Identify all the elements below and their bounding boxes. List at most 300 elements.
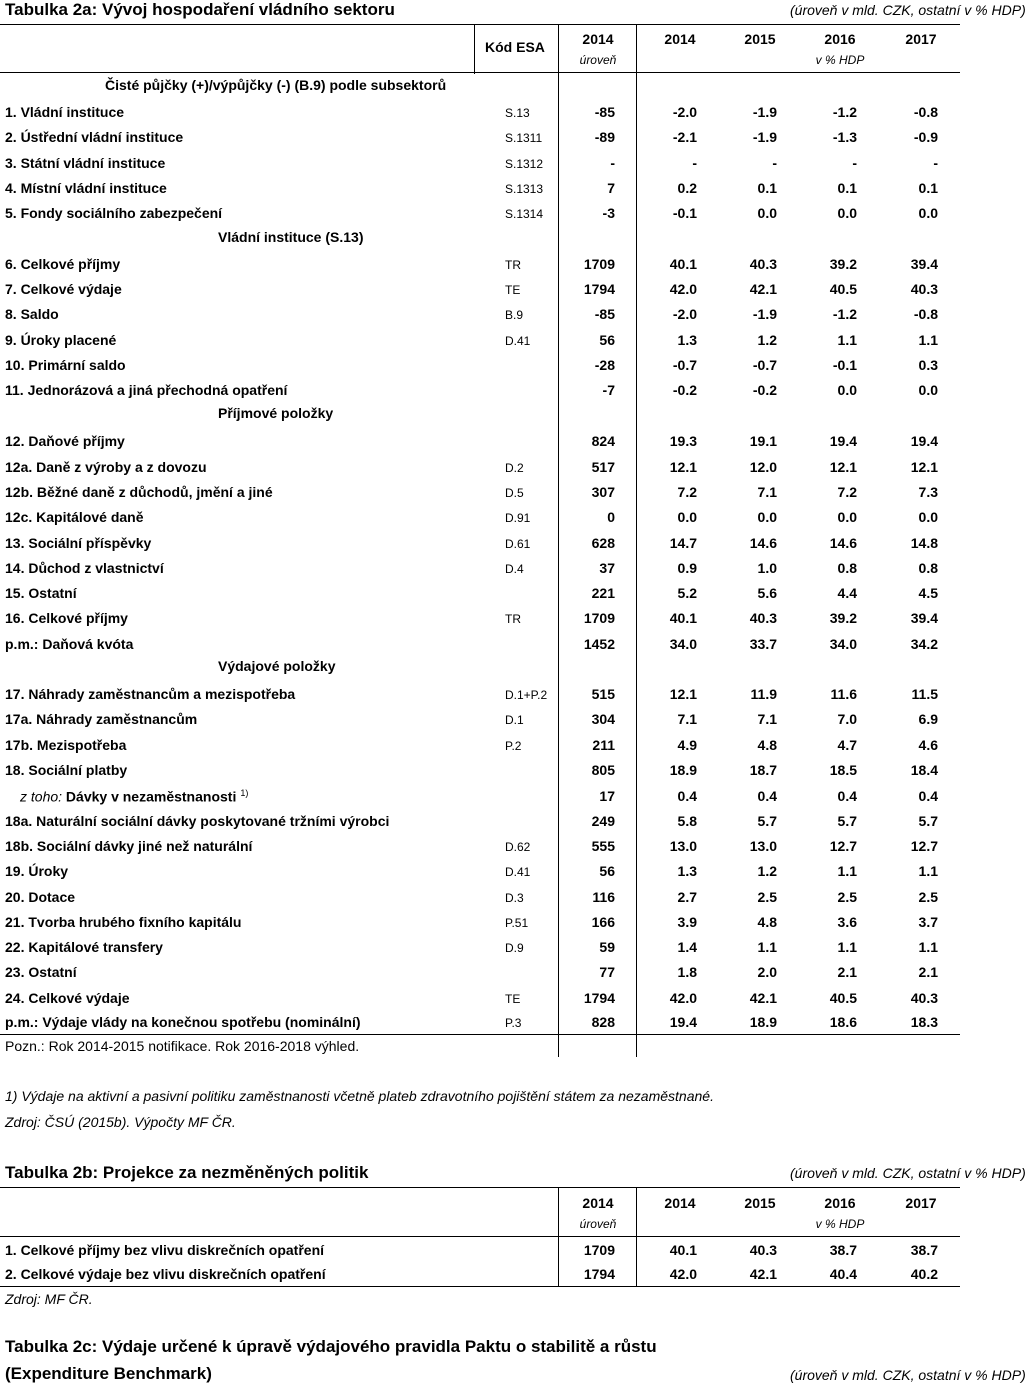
source-note: Zdroj: MF ČR. <box>5 1291 93 1307</box>
table-cell: 2.1 <box>837 964 857 980</box>
table-cell: 0.9 <box>677 560 697 576</box>
table-cell: 2.0 <box>757 964 777 980</box>
row-label: 21. Tvorba hrubého fixního kapitálu <box>5 914 242 930</box>
table-cell: 805 <box>591 762 615 778</box>
table-cell: 1794 <box>583 990 615 1006</box>
table-cell: 0.1 <box>757 180 777 196</box>
table-cell: 304 <box>591 711 615 727</box>
table-cell: 19.1 <box>749 433 777 449</box>
table-cell: 5.7 <box>918 813 938 829</box>
row-label: 18. Sociální platby <box>5 762 128 778</box>
column-header-year: 2015 <box>744 31 776 47</box>
table-row <box>0 303 960 328</box>
table-row <box>0 886 960 911</box>
table-cell: 40.4 <box>829 1266 857 1282</box>
row-label: 8. Saldo <box>5 306 59 322</box>
row-label: 12c. Kapitálové daně <box>5 509 144 525</box>
table-cell: 1.1 <box>837 332 857 348</box>
row-label: 7. Celkové výdaje <box>5 281 122 297</box>
table-cell: 628 <box>591 535 615 551</box>
table-row <box>0 126 960 151</box>
section-heading: Výdajové položky <box>218 658 336 674</box>
row-label: 20. Dotace <box>5 889 76 905</box>
table-row <box>0 810 960 835</box>
table-cell: 1709 <box>583 610 615 626</box>
table-row <box>0 835 960 860</box>
table-cell: 1.1 <box>837 863 857 879</box>
table-cell: 14.6 <box>749 535 777 551</box>
table-cell: 515 <box>591 686 615 702</box>
table-cell: -2.0 <box>672 306 697 322</box>
table-cell: 7 <box>607 180 615 196</box>
table-cell: 42.0 <box>669 990 697 1006</box>
row-label: 13. Sociální příspěvky <box>5 535 152 551</box>
column-header-year: 2017 <box>905 1195 937 1211</box>
esa-code: D.41 <box>505 334 531 348</box>
table-2a-top-rule <box>0 24 960 25</box>
table-cell: 211 <box>592 737 615 753</box>
table-cell: 555 <box>591 838 615 854</box>
row-label: 16. Celkové příjmy <box>5 610 128 626</box>
table-cell: 4.7 <box>837 737 857 753</box>
esa-code: D.91 <box>505 511 531 525</box>
table-cell: 307 <box>591 484 615 500</box>
table-cell: 12.7 <box>910 838 938 854</box>
esa-code: D.41 <box>505 865 531 879</box>
table-row <box>0 532 960 557</box>
table-cell: 17 <box>599 788 615 804</box>
column-header-year: 2017 <box>905 31 937 47</box>
table-cell: 39.4 <box>910 256 938 272</box>
table-cell: 4.6 <box>918 737 938 753</box>
esa-code: D.61 <box>505 537 531 551</box>
row-label: 11. Jednorázová a jiná přechodná opatření <box>5 382 288 398</box>
table-cell: 4.8 <box>757 914 777 930</box>
esa-code: D.62 <box>505 840 531 854</box>
table-cell: 2.5 <box>837 889 857 905</box>
table-cell: 7.1 <box>677 711 697 727</box>
table-cell: 5.7 <box>757 813 777 829</box>
row-label: 12b. Běžné daně z důchodů, jmění a jiné <box>5 484 273 500</box>
table-cell: 4.4 <box>837 585 857 601</box>
table-row <box>0 430 960 455</box>
table-cell: -0.8 <box>913 104 938 120</box>
esa-code: B.9 <box>505 308 524 322</box>
table-cell: 5.2 <box>677 585 697 601</box>
footnote-mark: 1) <box>240 788 249 798</box>
table-cell: 11.6 <box>830 686 857 702</box>
section-heading: Příjmové položky <box>218 405 334 421</box>
table-cell: -89 <box>594 129 615 145</box>
row-label: 4. Místní vládní instituce <box>5 180 167 196</box>
table-cell: 0.0 <box>677 509 697 525</box>
section-heading: Vládní instituce (S.13) <box>218 229 364 245</box>
table-cell: 18.9 <box>749 1014 777 1030</box>
table-cell: 18.3 <box>910 1014 938 1030</box>
table-cell: 1.1 <box>918 332 938 348</box>
table-cell: 0.4 <box>677 788 697 804</box>
table-cell: -28 <box>594 357 615 373</box>
table-2c-title: Tabulka 2c: Výdaje určené k úpravě výdajového pravidla Paktu o stabilitě a růstu <box>5 1337 657 1356</box>
table-cell: 1.0 <box>757 560 777 576</box>
table-cell: - <box>610 155 615 171</box>
table-row <box>0 607 960 632</box>
esa-code: P.3 <box>505 1016 522 1030</box>
table-cell: 11.9 <box>750 686 777 702</box>
table-cell: 7.0 <box>837 711 857 727</box>
table-cell: 59 <box>599 939 615 955</box>
table-row <box>0 152 960 177</box>
table-cell: 19.4 <box>669 1014 697 1030</box>
subheader-level: úroveň <box>579 1217 617 1231</box>
row-label: p.m.: Daňová kvóta <box>5 636 134 652</box>
table-cell: 38.7 <box>910 1242 938 1258</box>
table-cell: 0.1 <box>918 180 938 196</box>
table-2a-bottom-rule <box>0 1034 960 1035</box>
table-cell: -1.9 <box>752 306 777 322</box>
table-2c-title-line2: (Expenditure Benchmark) <box>5 1364 212 1383</box>
subheader-gdp: v % HDP <box>815 53 865 67</box>
table-cell: 1.2 <box>757 863 777 879</box>
table-cell: 1.1 <box>918 863 938 879</box>
table-cell: -1.9 <box>752 104 777 120</box>
table-cell: 19.3 <box>669 433 697 449</box>
table-2a-note: Pozn.: Rok 2014-2015 notifikace. Rok 2016-2018 výhled. <box>5 1038 360 1054</box>
table-cell: 40.3 <box>910 990 938 1006</box>
row-label: 17a. Náhrady zaměstnancům <box>5 711 198 727</box>
table-row <box>0 582 960 607</box>
table-2b-unit: (úroveň v mld. CZK, ostatní v % HDP) <box>790 1165 1026 1181</box>
table-cell: 1.4 <box>677 939 697 955</box>
table-cell: 0.2 <box>677 180 697 196</box>
column-header-year: 2014 <box>582 31 614 47</box>
table-row <box>0 759 960 784</box>
esa-code: S.1313 <box>505 182 544 196</box>
table-cell: 40.1 <box>669 256 697 272</box>
header-bottom-rule <box>0 1236 960 1237</box>
table-cell: 12.7 <box>829 838 857 854</box>
table-cell: 40.3 <box>749 1242 777 1258</box>
esa-code: D.9 <box>505 941 524 955</box>
table-cell: 0.0 <box>757 509 777 525</box>
table-row <box>0 506 960 531</box>
header-bottom-rule <box>0 72 960 73</box>
table-cell: 2.1 <box>918 964 938 980</box>
table-row <box>0 456 960 481</box>
table-2b-bottom-rule <box>0 1286 960 1287</box>
esa-code: TR <box>505 258 521 272</box>
row-label: 12a. Daně z výroby a z dovozu <box>5 459 207 475</box>
table-cell: 18.6 <box>829 1014 857 1030</box>
table-cell: 1709 <box>583 256 615 272</box>
column-header-year: 2015 <box>744 1195 776 1211</box>
table-cell: 14.6 <box>829 535 857 551</box>
table-cell: - <box>772 155 777 171</box>
esa-code: S.1311 <box>505 131 543 145</box>
row-label: 23. Ostatní <box>5 964 77 980</box>
table-cell: -0.2 <box>672 382 697 398</box>
table-cell: 1794 <box>583 1266 615 1282</box>
row-label: 2. Celkové výdaje bez vlivu diskrečních opatření <box>5 1266 326 1282</box>
esa-code: D.3 <box>505 891 524 905</box>
table-cell: -7 <box>602 382 615 398</box>
table-row <box>0 708 960 733</box>
table-cell: -2.0 <box>672 104 697 120</box>
table-cell: 0.0 <box>918 509 938 525</box>
table-cell: 0.8 <box>837 560 857 576</box>
table-cell: 39.4 <box>910 610 938 626</box>
esa-code: TE <box>505 283 521 297</box>
table-cell: 39.2 <box>829 256 857 272</box>
column-header-year: 2014 <box>664 1195 696 1211</box>
table-cell: 3.9 <box>677 914 697 930</box>
row-label: 19. Úroky <box>5 863 69 879</box>
table-cell: 1794 <box>583 281 615 297</box>
table-cell: 11.5 <box>911 686 938 702</box>
table-cell: 6.9 <box>918 711 938 727</box>
table-cell: 34.0 <box>669 636 697 652</box>
table-row <box>0 633 960 658</box>
table-cell: -0.7 <box>752 357 777 373</box>
table-cell: 18.9 <box>669 762 697 778</box>
esa-code: S.1314 <box>505 207 544 221</box>
table-cell: 40.3 <box>749 610 777 626</box>
row-label: 10. Primární saldo <box>5 357 126 373</box>
table-row <box>0 354 960 379</box>
table-cell: 828 <box>591 1014 615 1030</box>
table-cell: 56 <box>599 863 615 879</box>
row-label <box>20 788 248 805</box>
table-cell: -1.3 <box>832 129 857 145</box>
table-cell: 0.0 <box>918 382 938 398</box>
esa-code: TR <box>505 612 521 626</box>
table-cell: 12.1 <box>910 459 938 475</box>
esa-code: TE <box>505 992 521 1006</box>
header-divider <box>474 24 475 74</box>
table-row <box>0 1263 960 1288</box>
table-cell: -1.9 <box>752 129 777 145</box>
table-cell: -85 <box>594 104 615 120</box>
row-label: 18a. Naturální sociální dávky poskytované tržními výrobci <box>5 813 390 829</box>
column-header-year: 2014 <box>664 31 696 47</box>
row-label: 14. Důchod z vlastnictví <box>5 560 164 576</box>
table-cell: -1.2 <box>832 104 857 120</box>
row-label: 3. Státní vládní instituce <box>5 155 166 171</box>
table-cell: 40.3 <box>749 256 777 272</box>
column-header-year: 2016 <box>824 1195 856 1211</box>
column-header-year: 2014 <box>582 1195 614 1211</box>
row-label: p.m.: Výdaje vlády na konečnou spotřebu (nominální) <box>5 1014 361 1030</box>
table-row <box>0 329 960 354</box>
table-cell: 116 <box>592 889 615 905</box>
row-label: 18b. Sociální dávky jiné než naturální <box>5 838 253 854</box>
table-cell: 4.5 <box>918 585 938 601</box>
subheader-gdp: v % HDP <box>815 1217 865 1231</box>
table-cell: 1.8 <box>677 964 697 980</box>
table-cell: 18.5 <box>829 762 857 778</box>
table-cell: 2.5 <box>918 889 938 905</box>
table-cell: 33.7 <box>749 636 777 652</box>
table-cell: 0.0 <box>757 205 777 221</box>
table-row <box>0 987 960 1012</box>
subheader-level: úroveň <box>579 53 617 67</box>
table-cell: -2.1 <box>672 129 697 145</box>
row-label: 17. Náhrady zaměstnancům a mezispotřeba <box>5 686 296 702</box>
table-row <box>0 101 960 126</box>
table-cell: 0.3 <box>918 357 938 373</box>
row-label: 24. Celkové výdaje <box>5 990 130 1006</box>
row-label: 1. Celkové příjmy bez vlivu diskrečních opatření <box>5 1242 325 1258</box>
table-cell: 2.5 <box>757 889 777 905</box>
table-cell: 18.7 <box>749 762 777 778</box>
esa-code: P.51 <box>505 916 529 930</box>
row-label-text: Dávky v nezaměstnanosti <box>65 788 237 805</box>
table-cell: 40.2 <box>910 1266 938 1282</box>
table-cell: 7.1 <box>757 484 777 500</box>
source-note: Zdroj: ČSÚ (2015b). Výpočty MF ČR. <box>5 1114 236 1130</box>
row-label-prefix: z toho: <box>20 788 63 805</box>
table-cell: 3.7 <box>918 914 938 930</box>
table-row <box>0 278 960 303</box>
table-cell: 1.1 <box>837 939 857 955</box>
table-row <box>0 785 960 810</box>
esa-code: D.1+P.2 <box>505 688 548 702</box>
table-cell: 4.9 <box>677 737 697 753</box>
table-cell: 42.1 <box>749 281 777 297</box>
table-row <box>0 253 960 278</box>
table-cell: 1.1 <box>918 939 938 955</box>
footnote: 1) Výdaje na aktivní a pasivní politiku zaměstnanosti včetně plateb zdravotního pojištění státem za nezaměstnané. <box>5 1088 714 1104</box>
table-cell: 1.2 <box>757 332 777 348</box>
table-cell: 221 <box>591 585 615 601</box>
esa-code: D.1 <box>505 713 524 727</box>
esa-code: D.4 <box>505 562 524 576</box>
table-cell: -0.2 <box>752 382 777 398</box>
row-label: 22. Kapitálové transfery <box>5 939 163 955</box>
table-cell: 7.3 <box>918 484 938 500</box>
table-cell: 12.1 <box>669 686 697 702</box>
table-row <box>0 911 960 936</box>
table-cell: 2.7 <box>677 889 697 905</box>
table-cell: -0.1 <box>672 205 697 221</box>
table-cell: 34.0 <box>829 636 857 652</box>
table-cell: 5.7 <box>837 813 857 829</box>
table-row <box>0 936 960 961</box>
table-cell: 1709 <box>583 1242 615 1258</box>
table-2a-unit: (úroveň v mld. CZK, ostatní v % HDP) <box>790 2 1026 18</box>
table-row <box>0 177 960 202</box>
table-cell: 1452 <box>583 636 615 652</box>
table-cell: 40.5 <box>829 990 857 1006</box>
row-label: 2. Ústřední vládní instituce <box>5 129 184 145</box>
table-cell: 19.4 <box>910 433 938 449</box>
column-header-year: 2016 <box>824 31 856 47</box>
table-cell: 40.3 <box>910 281 938 297</box>
table-row <box>0 379 960 404</box>
table-cell: 18.4 <box>910 762 938 778</box>
table-cell: 40.1 <box>669 1242 697 1258</box>
table-cell: 249 <box>591 813 615 829</box>
table-cell: -0.9 <box>913 129 938 145</box>
table-row <box>0 734 960 759</box>
table-cell: 0.0 <box>837 205 857 221</box>
table-cell: 0.0 <box>837 382 857 398</box>
table-cell: 42.0 <box>669 281 697 297</box>
table-cell: 517 <box>591 459 615 475</box>
table-cell: 37 <box>599 560 615 576</box>
table-cell: 0.0 <box>837 509 857 525</box>
table-cell: - <box>852 155 857 171</box>
table-row <box>0 1239 960 1264</box>
table-cell: 42.1 <box>749 990 777 1006</box>
esa-code: S.1312 <box>505 157 544 171</box>
table-cell: 7.1 <box>757 711 777 727</box>
esa-code: S.13 <box>505 106 530 120</box>
table-cell: - <box>692 155 697 171</box>
table-cell: 166 <box>591 914 615 930</box>
table-cell: 40.1 <box>669 610 697 626</box>
table-cell: 4.8 <box>757 737 777 753</box>
table-cell: -3 <box>602 205 615 221</box>
table-row <box>0 557 960 582</box>
table-cell: 19.4 <box>829 433 857 449</box>
table-cell: -85 <box>594 306 615 322</box>
esa-code: D.2 <box>505 461 524 475</box>
table-row <box>0 202 960 227</box>
table-row <box>0 961 960 986</box>
table-cell: 0.1 <box>837 180 857 196</box>
table-cell: 12.0 <box>749 459 777 475</box>
table-cell: 1.1 <box>757 939 777 955</box>
table-cell: 13.0 <box>669 838 697 854</box>
table-2b-title: Tabulka 2b: Projekce za nezměněných politik <box>5 1163 369 1182</box>
esa-code: D.5 <box>505 486 524 500</box>
row-label: 5. Fondy sociálního zabezpečení <box>5 205 223 221</box>
table-row <box>0 481 960 506</box>
table-cell: 12.1 <box>669 459 697 475</box>
table-cell: 0.4 <box>837 788 857 804</box>
table-cell: -0.1 <box>832 357 857 373</box>
table-2a-title: Tabulka 2a: Vývoj hospodaření vládního sektoru <box>5 0 395 19</box>
row-label: 12. Daňové příjmy <box>5 433 125 449</box>
table-cell: -0.7 <box>672 357 697 373</box>
table-cell: -0.8 <box>913 306 938 322</box>
table-cell: 12.1 <box>829 459 857 475</box>
row-label: 6. Celkové příjmy <box>5 256 121 272</box>
table-cell: 14.7 <box>669 535 697 551</box>
column-header-code: Kód ESA <box>485 39 545 55</box>
table-cell: - <box>933 155 938 171</box>
table-cell: 0.8 <box>918 560 938 576</box>
table-cell: 39.2 <box>829 610 857 626</box>
table-cell: -1.2 <box>832 306 857 322</box>
row-label: 9. Úroky placené <box>5 332 117 348</box>
table-cell: 42.0 <box>669 1266 697 1282</box>
table-2c-unit: (úroveň v mld. CZK, ostatní v % HDP) <box>790 1367 1026 1383</box>
table-cell: 1.3 <box>677 332 697 348</box>
esa-code: P.2 <box>505 739 522 753</box>
table-cell: 14.8 <box>910 535 938 551</box>
table-cell: 38.7 <box>829 1242 857 1258</box>
table-cell: 42.1 <box>749 1266 777 1282</box>
table-cell: 7.2 <box>837 484 857 500</box>
row-label: 1. Vládní instituce <box>5 104 125 120</box>
table-row <box>0 860 960 885</box>
table-cell: 34.2 <box>910 636 938 652</box>
table-cell: 0.0 <box>918 205 938 221</box>
row-label: 15. Ostatní <box>5 585 77 601</box>
table-cell: 77 <box>599 964 615 980</box>
